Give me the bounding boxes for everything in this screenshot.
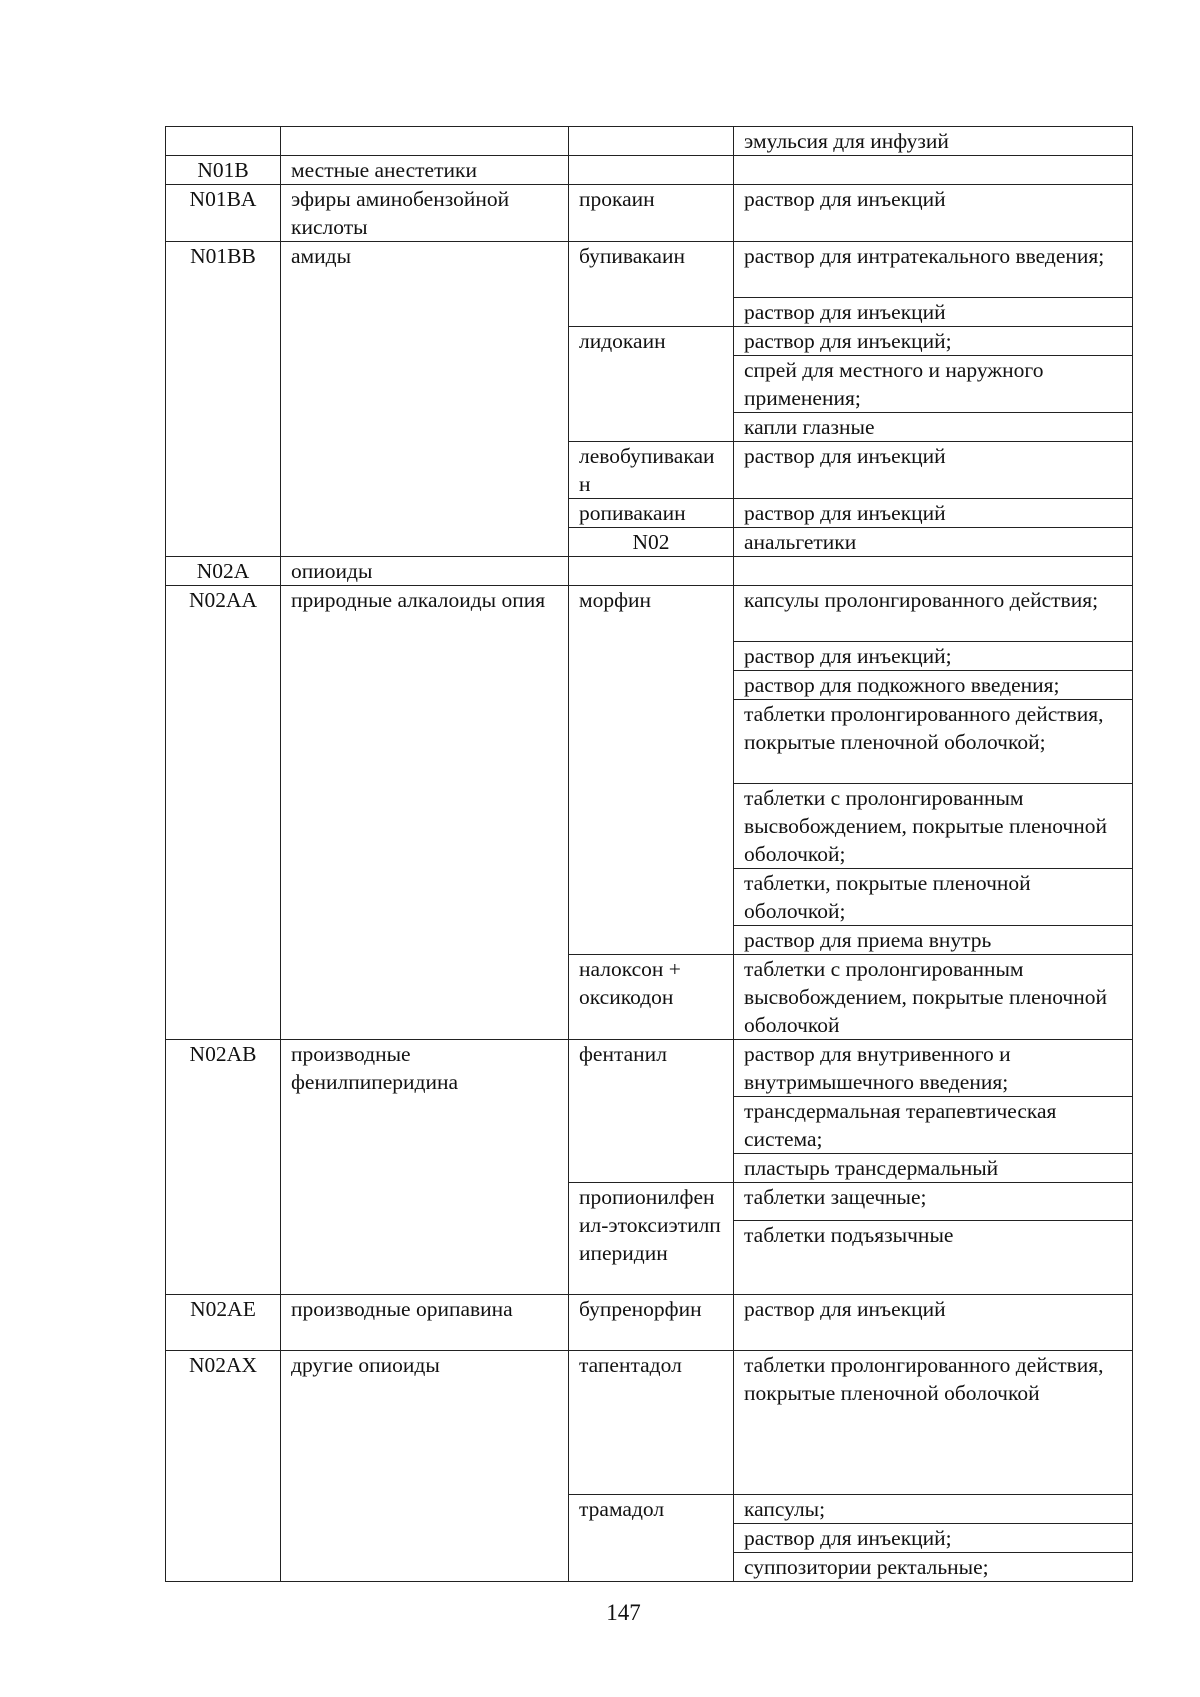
- atc-code: N01BA: [166, 185, 281, 242]
- dosage-form: [734, 156, 1133, 185]
- dosage-form: раствор для инъекций;: [734, 1524, 1133, 1553]
- dosage-form: раствор для подкожного введения;: [734, 671, 1133, 700]
- atc-code: N01B: [166, 156, 281, 185]
- drug-name: бупивакаин: [569, 242, 734, 327]
- dosage-form: таблетки пролонгированного действия, покрытые пленочной оболочкой: [734, 1351, 1133, 1495]
- dosage-form: таблетки с пролонгированным высвобождением, покрытые пленочной оболочкой: [734, 955, 1133, 1040]
- dosage-form: капсулы;: [734, 1495, 1133, 1524]
- group-name: природные алкалоиды опия: [281, 586, 569, 1040]
- atc-code: N02AE: [166, 1295, 281, 1351]
- table-row: [166, 1351, 1133, 1495]
- table-row: [166, 127, 1133, 156]
- drug-table: [165, 126, 1133, 1582]
- drug-name: налоксон + оксикодон: [569, 955, 734, 1040]
- dosage-form: таблетки защечные;: [734, 1183, 1133, 1221]
- drug-name: [569, 156, 734, 185]
- dosage-form: пластырь трансдермальный: [734, 1154, 1133, 1183]
- table-row: [166, 156, 1133, 185]
- dosage-form: эмульсия для инфузий: [734, 127, 1133, 156]
- atc-code: N02: [569, 528, 734, 557]
- dosage-form: раствор для внутривенного и внутримышечного введения;: [734, 1040, 1133, 1097]
- group-name: другие опиоиды: [281, 1351, 569, 1582]
- drug-name: трамадол: [569, 1495, 734, 1582]
- dosage-form: раствор для инъекций;: [734, 327, 1133, 356]
- drug-name: морфин: [569, 586, 734, 955]
- dosage-form: [734, 557, 1133, 586]
- dosage-form: раствор для приема внутрь: [734, 926, 1133, 955]
- table-row: [166, 557, 1133, 586]
- drug-name: бупренорфин: [569, 1295, 734, 1351]
- atc-code: N02AX: [166, 1351, 281, 1582]
- table-row: [166, 586, 1133, 642]
- group-name: [281, 127, 569, 156]
- dosage-form: раствор для инъекций;: [734, 642, 1133, 671]
- drug-name: [569, 557, 734, 586]
- table-row: [166, 185, 1133, 242]
- dosage-form: раствор для интратекального введения;: [734, 242, 1133, 298]
- atc-code: N02AB: [166, 1040, 281, 1295]
- drug-name: тапентадол: [569, 1351, 734, 1495]
- drug-name: фентанил: [569, 1040, 734, 1183]
- group-name: опиоиды: [281, 557, 569, 586]
- page-number: 147: [606, 1600, 641, 1625]
- dosage-form: трансдермальная терапевтическая система;: [734, 1097, 1133, 1154]
- group-name: эфиры аминобензойной кислоты: [281, 185, 569, 242]
- dosage-form: раствор для инъекций: [734, 499, 1133, 528]
- atc-code: N02A: [166, 557, 281, 586]
- dosage-form: капли глазные: [734, 413, 1133, 442]
- group-name: производные орипавина: [281, 1295, 569, 1351]
- drug-name: левобупивакаин: [569, 442, 734, 499]
- drug-name: [569, 127, 734, 156]
- atc-code: N02AA: [166, 586, 281, 1040]
- dosage-form: суппозитории ректальные;: [734, 1553, 1133, 1582]
- dosage-form: таблетки, покрытые пленочной оболочкой;: [734, 869, 1133, 926]
- drug-name: прокаин: [569, 185, 734, 242]
- drug-name: пропионилфенил-этоксиэтилпиперидин: [569, 1183, 734, 1295]
- table-row: [166, 1040, 1133, 1097]
- table-row: [166, 242, 1133, 298]
- dosage-form: таблетки подъязычные: [734, 1221, 1133, 1295]
- atc-code: [166, 127, 281, 156]
- dosage-form: капсулы пролонгированного действия;: [734, 586, 1133, 642]
- dosage-form: раствор для инъекций: [734, 1295, 1133, 1351]
- atc-code: N01BB: [166, 242, 281, 557]
- group-name: производные фенилпиперидина: [281, 1040, 569, 1295]
- drug-name: ропивакаин: [569, 499, 734, 528]
- dosage-form: таблетки с пролонгированным высвобождением, покрытые пленочной оболочкой;: [734, 784, 1133, 869]
- table-row: [166, 1295, 1133, 1351]
- group-name: анальгетики: [734, 528, 1133, 557]
- dosage-form: раствор для инъекций: [734, 185, 1133, 242]
- dosage-form: раствор для инъекций: [734, 442, 1133, 499]
- dosage-form: таблетки пролонгированного действия, покрытые пленочной оболочкой;: [734, 700, 1133, 784]
- group-name: амиды: [281, 242, 569, 557]
- group-name: местные анестетики: [281, 156, 569, 185]
- dosage-form: спрей для местного и наружного применения;: [734, 356, 1133, 413]
- dosage-form: раствор для инъекций: [734, 298, 1133, 327]
- drug-name: лидокаин: [569, 327, 734, 442]
